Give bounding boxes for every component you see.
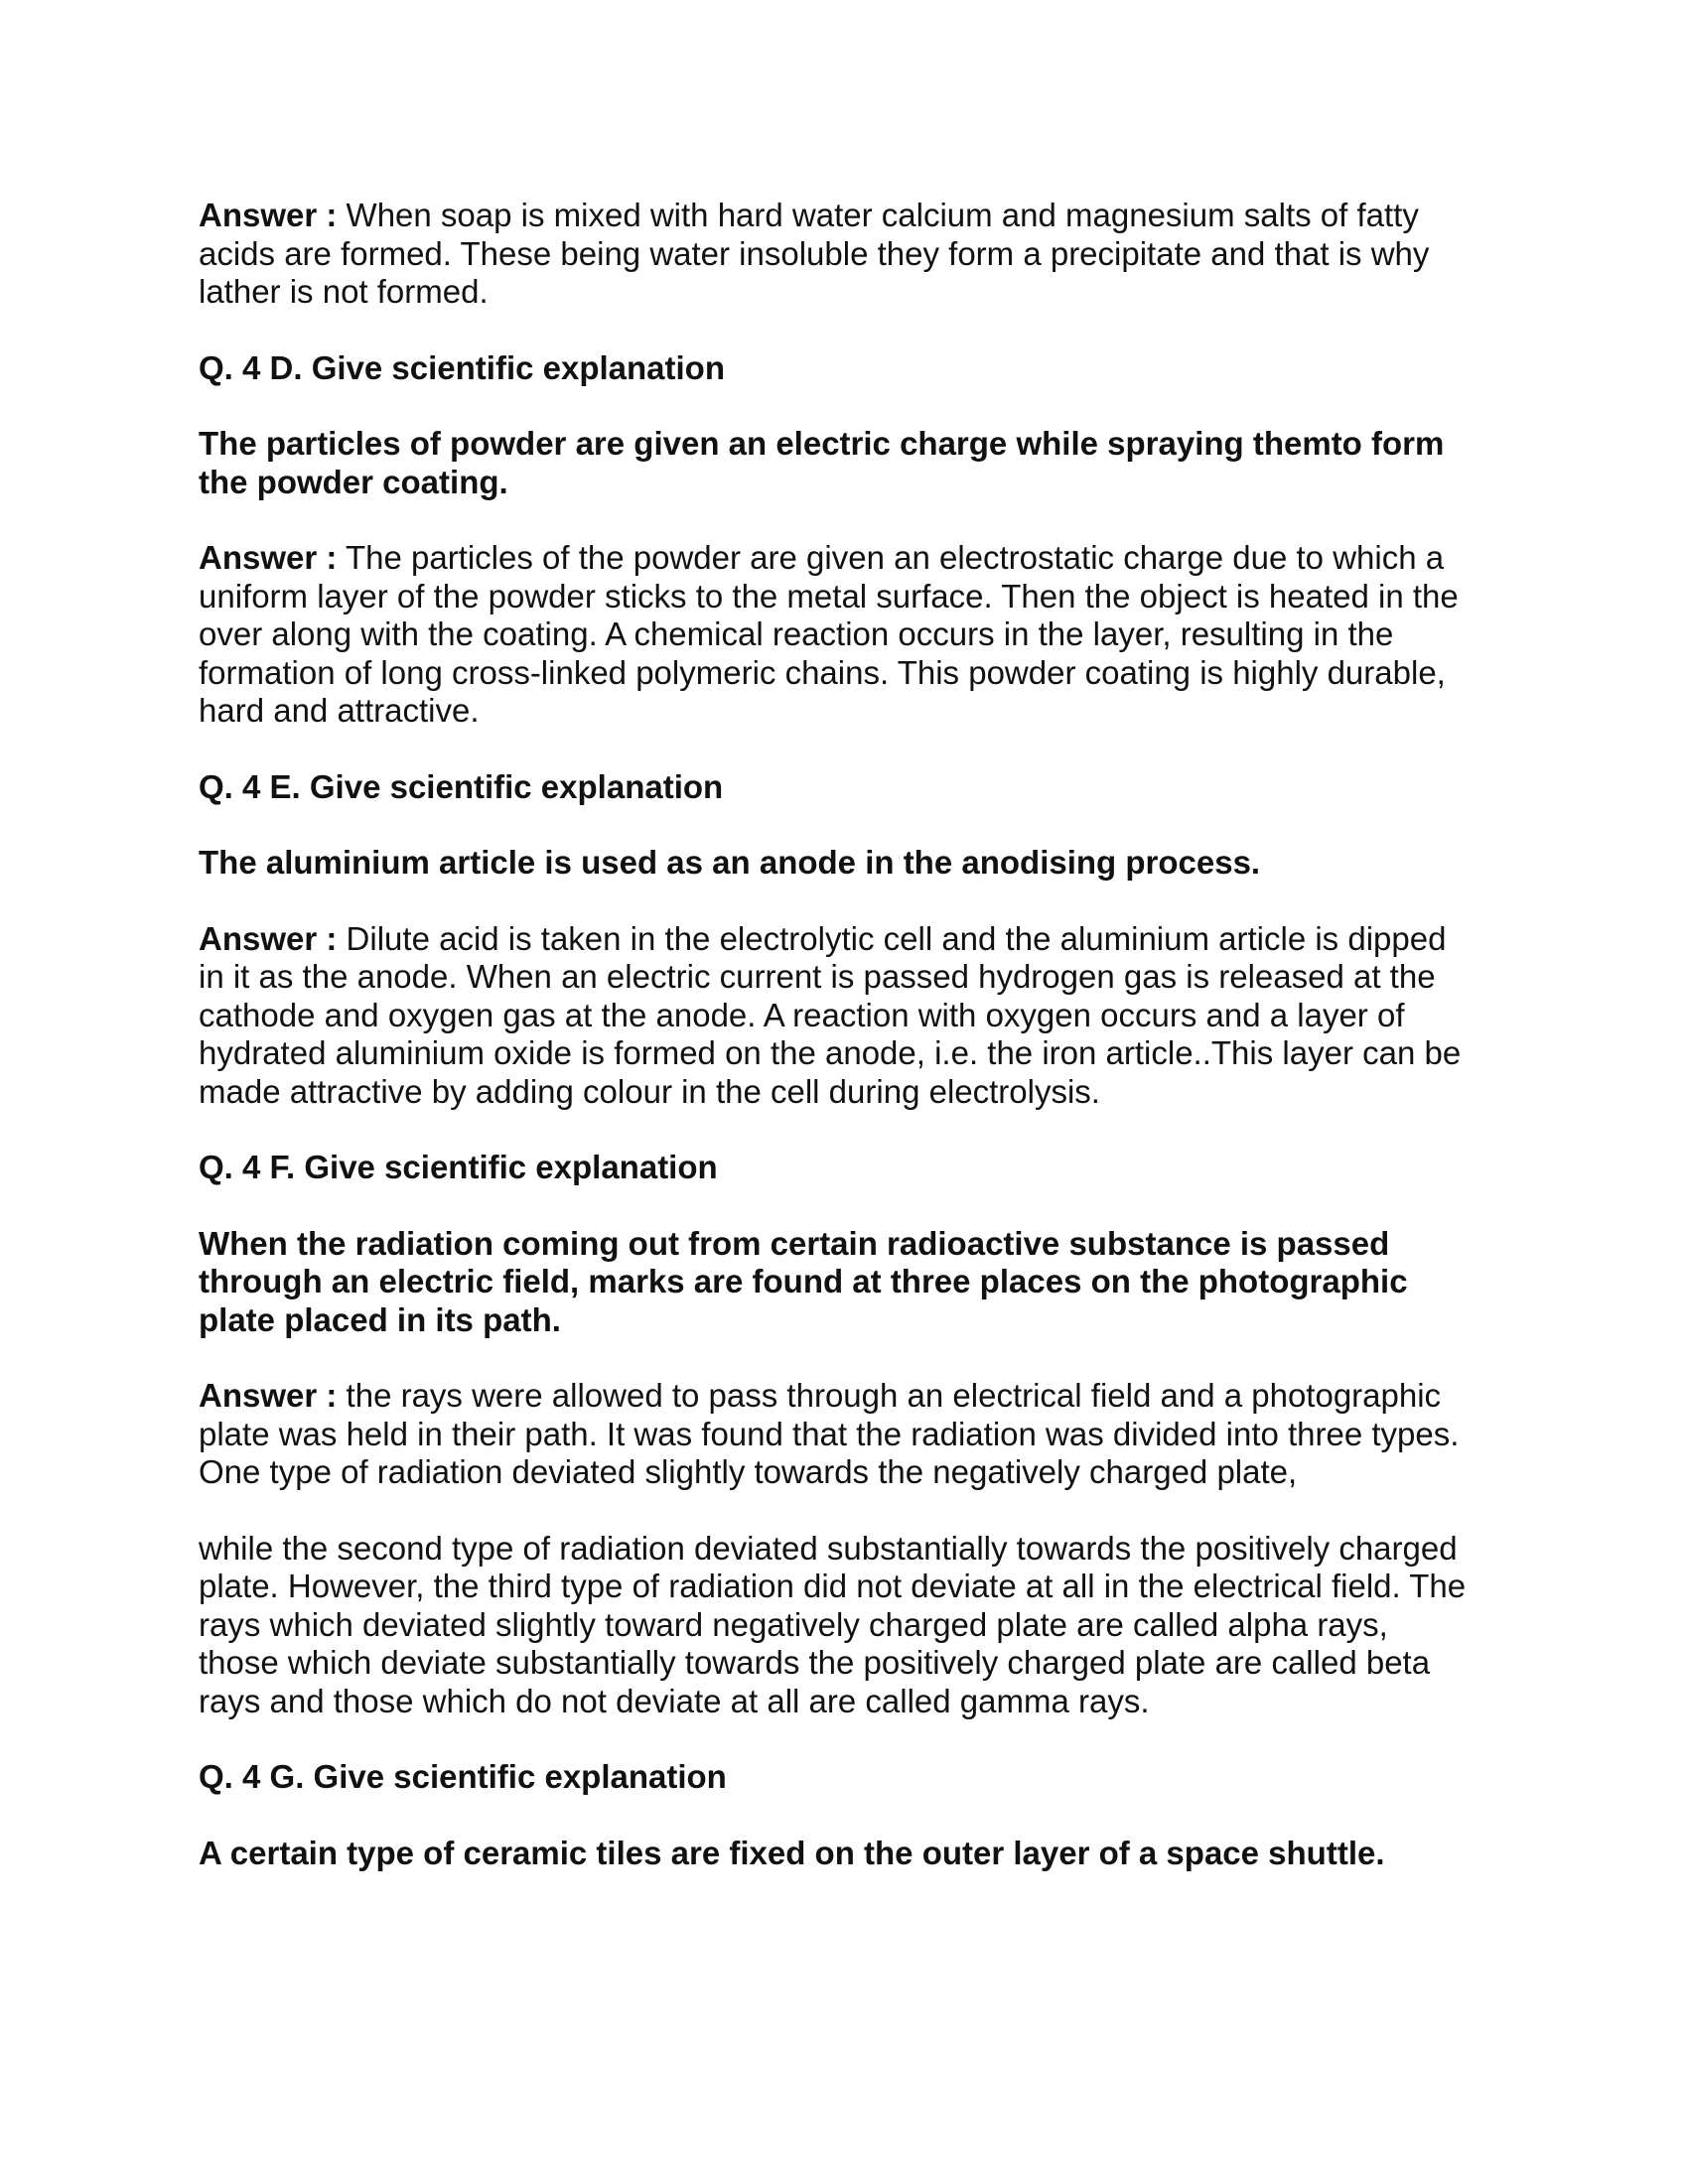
text-line	[199, 1377, 1489, 1416]
line-text: acids are formed. These being water insoluble they form a precipitate and that is why	[199, 234, 1430, 272]
line-text: Q. 4 G. Give scientific explanation	[199, 1758, 727, 1795]
answer-label: Answer :	[199, 197, 338, 233]
text-line	[199, 1568, 1489, 1606]
text-line	[199, 235, 1489, 274]
text-line	[199, 1453, 1489, 1492]
line-text: The particles of the powder are given an electrostatic charge due to which a	[345, 539, 1445, 576]
text-line	[199, 768, 1489, 807]
line-text: in it as the anode. When an electric current is passed hydrogen gas is released at the	[199, 958, 1436, 995]
text-line	[199, 1301, 1489, 1340]
question-heading	[199, 768, 1489, 807]
text-line	[199, 920, 1489, 959]
line-text: lather is not formed.	[199, 273, 489, 310]
line-text: plate was held in their path. It was found that the radiation was divided into three types.	[199, 1415, 1460, 1452]
line-text: plate placed in its path.	[199, 1300, 561, 1338]
line-text: The aluminium article is used as an anode in the anodising process.	[199, 844, 1261, 881]
line-text: cathode and oxygen gas at the anode. A reaction with oxygen occurs and a layer of	[199, 996, 1405, 1033]
answer-label: Answer :	[199, 539, 338, 576]
text-line	[199, 1416, 1489, 1454]
question-heading	[199, 1149, 1489, 1187]
line-text: hard and attractive.	[199, 692, 480, 729]
text-line	[199, 1683, 1489, 1721]
text-line	[199, 197, 1489, 235]
line-text: Dilute acid is taken in the electrolytic cell and the aluminium article is dipped	[346, 919, 1447, 957]
line-text: rays and those which do not deviate at all are called gamma rays.	[199, 1682, 1150, 1719]
line-text: hydrated aluminium oxide is formed on the anode, i.e. the iron article..This layer can be	[199, 1034, 1462, 1071]
question-heading	[199, 349, 1489, 388]
line-text: made attractive by adding colour in the cell during electrolysis.	[199, 1072, 1100, 1110]
text-line	[199, 464, 1489, 502]
question-heading	[199, 1758, 1489, 1797]
line-text: plate. However, the third type of radiation did not deviate at all in the electrical field. The	[199, 1568, 1467, 1604]
document-page	[199, 197, 1489, 1910]
answer-paragraph	[199, 920, 1489, 1112]
question-statement	[199, 1225, 1489, 1340]
question-statement	[199, 844, 1489, 883]
text-line	[199, 1034, 1489, 1073]
line-text: those which deviate substantially towards the positively charged plate are called beta	[199, 1644, 1431, 1681]
line-text: through an electric field, marks are found at three places on the photographic	[199, 1263, 1408, 1299]
line-text: Q. 4 D. Give scientific explanation	[199, 348, 725, 386]
text-line	[199, 349, 1489, 388]
text-line	[199, 692, 1489, 731]
answer-paragraph	[199, 1377, 1489, 1492]
text-line	[199, 539, 1489, 578]
text-line	[199, 1758, 1489, 1797]
text-line	[199, 1073, 1489, 1112]
line-text: When the radiation coming out from certain radioactive substance is passed	[199, 1224, 1390, 1262]
answer-paragraph	[199, 197, 1489, 312]
line-text: the powder coating.	[199, 463, 508, 500]
text-line	[199, 1606, 1489, 1645]
question-statement	[199, 1835, 1489, 1873]
text-line	[199, 654, 1489, 693]
text-line	[199, 997, 1489, 1035]
answer-label: Answer :	[199, 919, 338, 957]
line-text: One type of radiation deviated slightly towards the negatively charged plate,	[199, 1453, 1298, 1490]
line-text: Q. 4 E. Give scientific explanation	[199, 767, 724, 805]
text-line	[199, 1644, 1489, 1683]
text-line	[199, 615, 1489, 654]
text-line	[199, 1149, 1489, 1187]
question-statement	[199, 425, 1489, 501]
text-line	[199, 844, 1489, 883]
line-text: the rays were allowed to pass through an electrical field and a photographic	[346, 1377, 1442, 1414]
line-text: Q. 4 F. Give scientific explanation	[199, 1149, 718, 1185]
text-line	[199, 1225, 1489, 1264]
line-text: A certain type of ceramic tiles are fixed on the outer layer of a space shuttle.	[199, 1834, 1385, 1871]
text-line	[199, 1263, 1489, 1301]
line-text: When soap is mixed with hard water calcium and magnesium salts of fatty	[346, 197, 1419, 233]
text-line	[199, 425, 1489, 464]
body-paragraph	[199, 1530, 1489, 1721]
text-line	[199, 273, 1489, 312]
answer-paragraph	[199, 539, 1489, 731]
line-text: uniform layer of the powder sticks to the metal surface. Then the object is heated in the	[199, 577, 1459, 614]
line-text: formation of long cross-linked polymeric chains. This powder coating is highly durable,	[199, 653, 1446, 691]
answer-label: Answer :	[199, 1377, 338, 1414]
line-text: over along with the coating. A chemical reaction occurs in the layer, resulting in the	[199, 615, 1394, 652]
text-line	[199, 958, 1489, 997]
line-text: rays which deviated slightly toward negatively charged plate are called alpha rays,	[199, 1605, 1388, 1643]
text-line	[199, 578, 1489, 616]
line-text: The particles of powder are given an electric charge while spraying themto form	[199, 425, 1445, 462]
text-line	[199, 1835, 1489, 1873]
text-line	[199, 1530, 1489, 1569]
line-text: while the second type of radiation deviated substantially towards the positively charged	[199, 1529, 1458, 1567]
